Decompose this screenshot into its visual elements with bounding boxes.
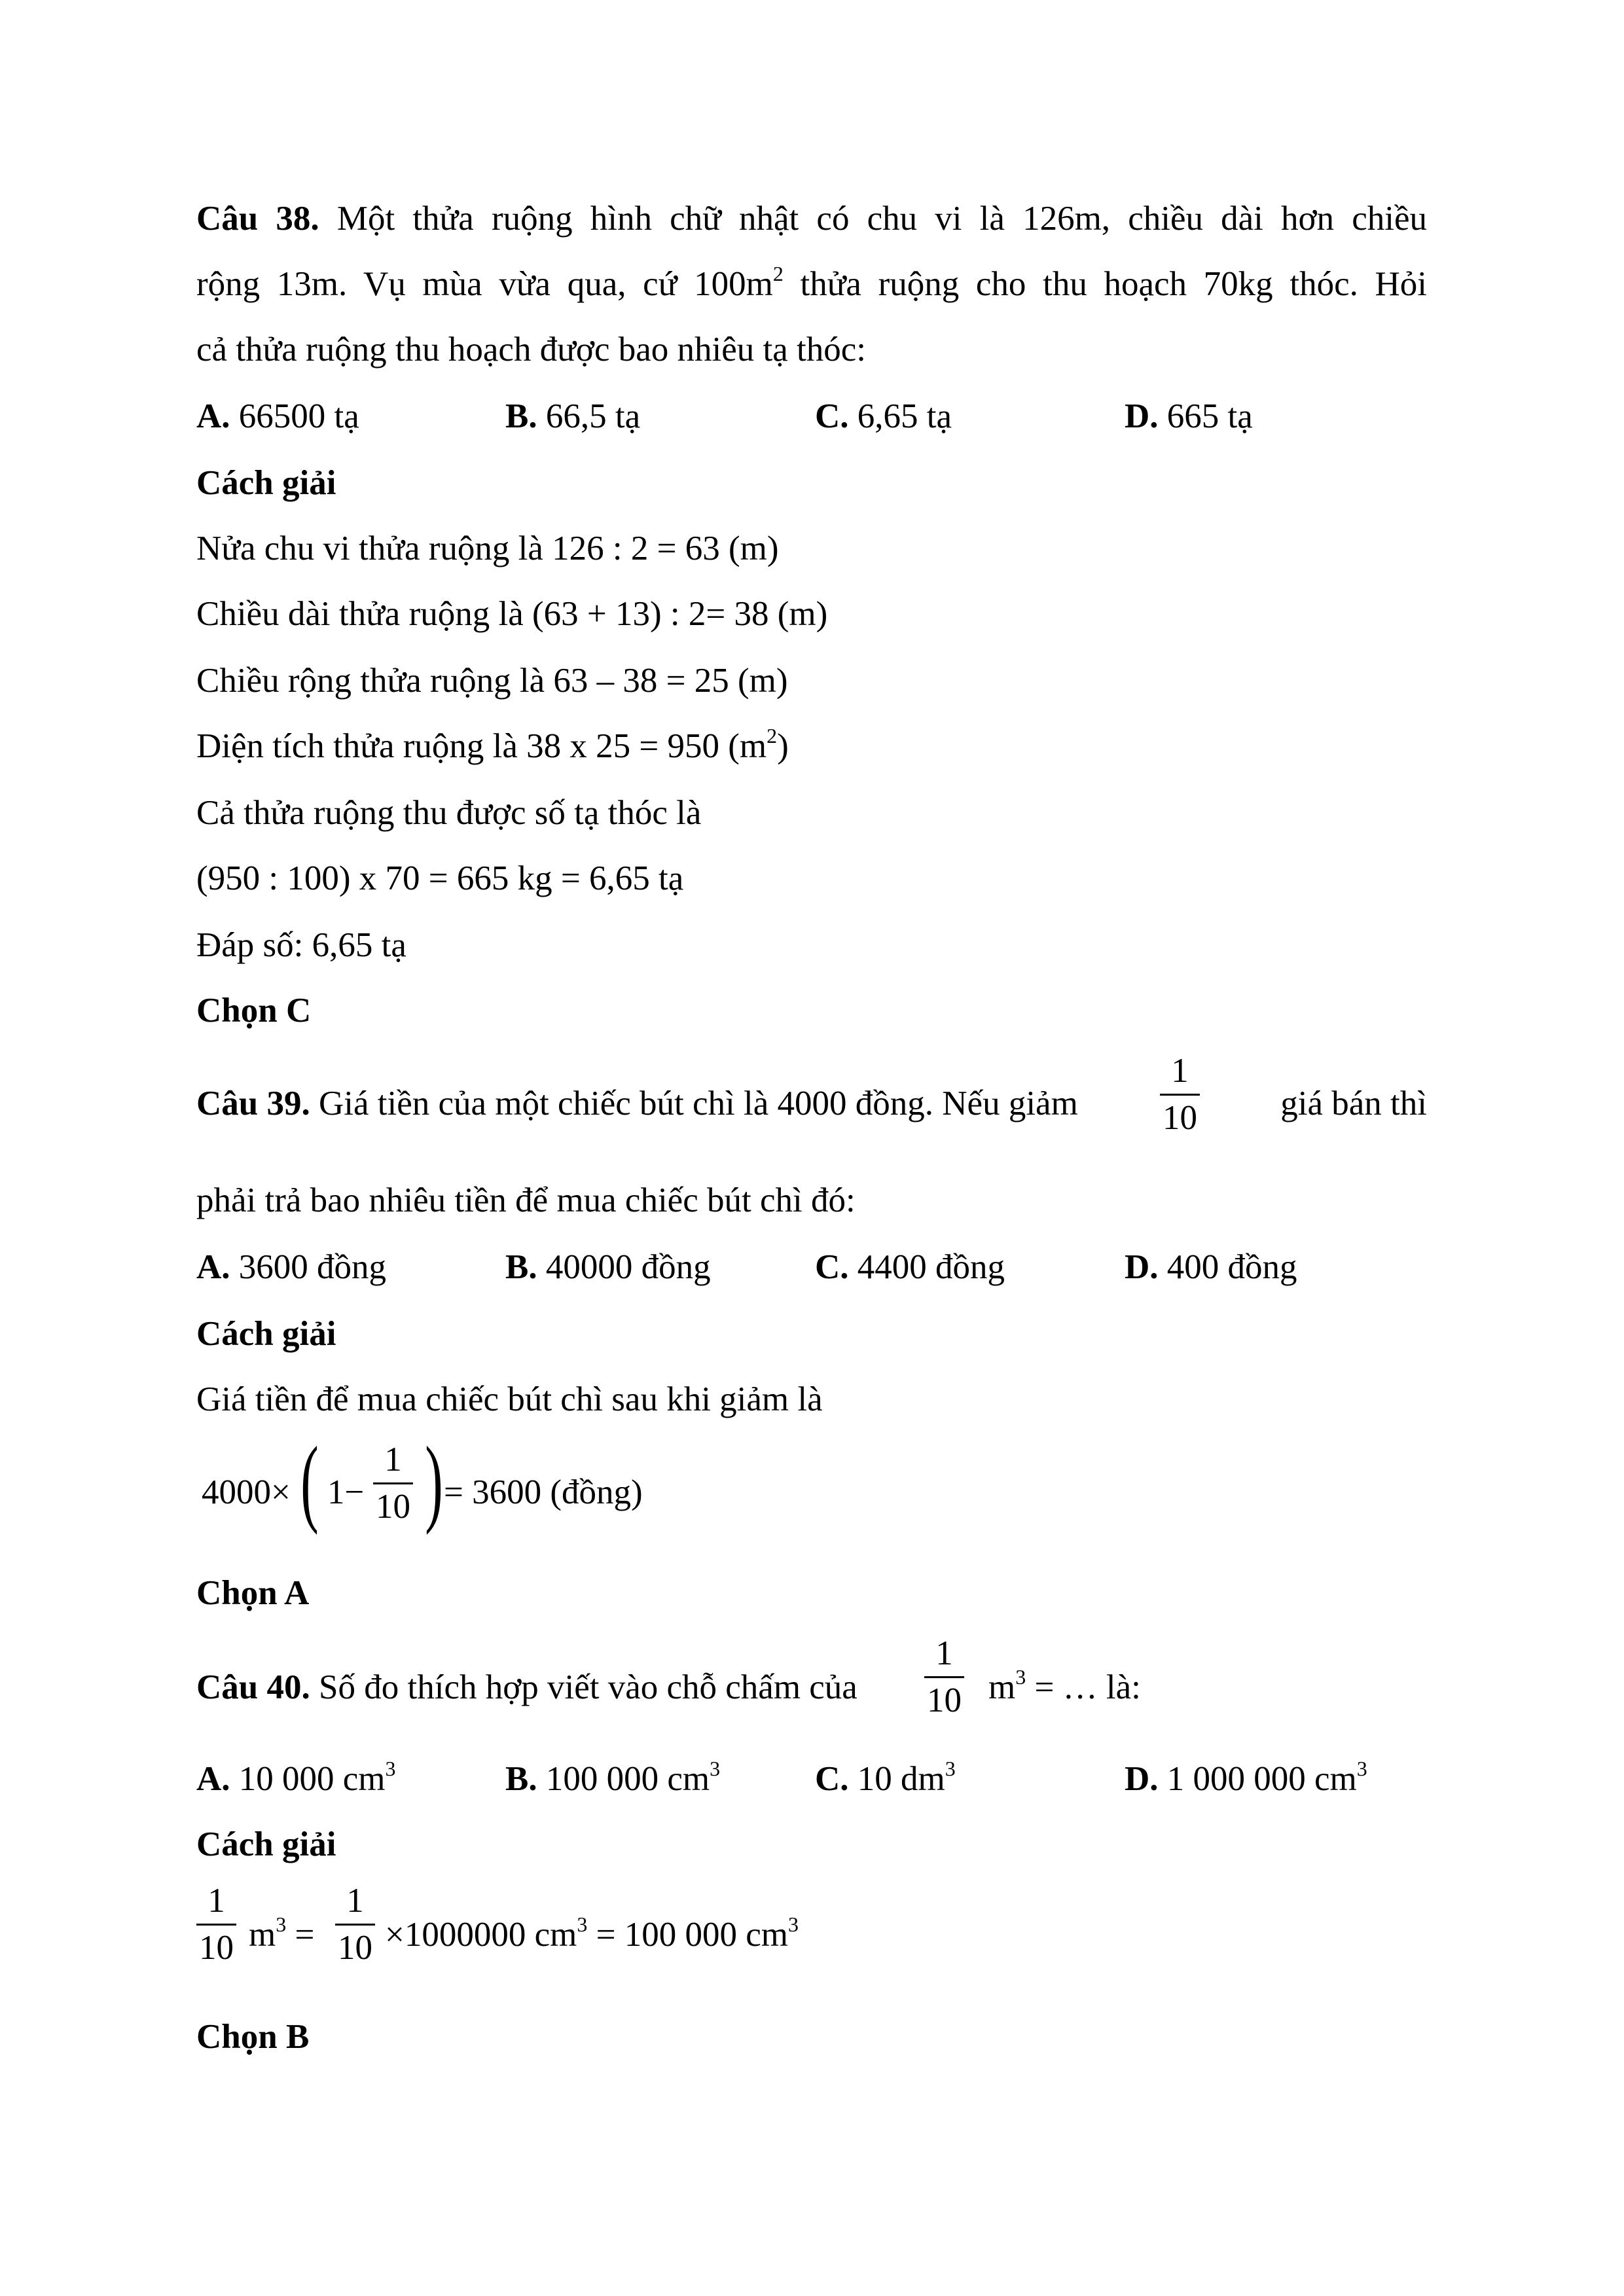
q38-option-c: C. 6,65 tạ <box>815 397 952 435</box>
q40-label: Câu 40. <box>196 1668 310 1706</box>
q40-option-a: A. 10 000 $cm^3$ <box>196 1757 396 1798</box>
q38-step-4: Cả thửa ruộng thu được số tạ thóc là <box>196 794 702 832</box>
q38-step-area: Diện tích thửa ruộng là 38 x 25 = 950 $(m^2)$ <box>196 724 789 765</box>
q39-step-1: Giá tiền để mua chiếc bút chì sau khi giảm là <box>196 1380 823 1418</box>
q38-options <box>196 399 1427 439</box>
q40-choice: Chọn B <box>196 2018 310 2056</box>
q40-options <box>196 1757 1427 1801</box>
q38-line3: cả thửa ruộng thu hoạch được bao nhiêu tạ thóc: <box>196 331 866 368</box>
q40-option-c: C. 10 $dm^3$ <box>815 1757 956 1798</box>
q39-choice: Chọn A <box>196 1574 310 1612</box>
q38-option-d: D. 665 tạ <box>1125 397 1253 435</box>
q40-text1a: Số đo thích hợp viết vào chỗ chấm của <box>319 1668 857 1706</box>
q40-formula: $\frac{1}{10}$ $m^3$ = $\frac{1}{10}$ ×1000000 $cm^3 = 100$ 000 $cm^3$ <box>196 1884 1113 1975</box>
q39-text1b: giá bán thì <box>1280 1085 1427 1122</box>
right-paren: ) <box>425 1427 443 1535</box>
q39-text1a: Giá tiền của một chiếc bút chì là 4000 đồng. Nếu giảm <box>319 1085 1078 1122</box>
q39-formula: 4000× ( 1− $\frac{1}{10}$ ) = 3600 (đồng) <box>202 1427 643 1535</box>
q38-step-1: Nửa chu vi thửa ruộng là 126 : 2 = 63 (m) <box>196 529 779 567</box>
q39-option-d: D. 400 đồng <box>1125 1248 1297 1286</box>
q40-option-d: D. 1 000 000 $cm^3$ <box>1125 1757 1367 1798</box>
q38-text2b: thửa ruộng cho thu hoạch 70kg thóc. Hỏi <box>783 265 1427 303</box>
q38-choice: Chọn C <box>196 992 312 1030</box>
q39-line1 <box>196 1052 1427 1137</box>
q40-option-b: B. 100 000 $cm^3$ <box>505 1757 721 1798</box>
q38-text1: Một thửa ruộng hình chữ nhật có chu vi là 126m, chiều dài hơn chiều <box>336 200 1427 238</box>
q38-step-2: Chiều dài thửa ruộng là (63 + 13) : 2= 38 (m) <box>196 595 828 633</box>
q38-sup: 2 <box>772 262 784 285</box>
q38-text2a: rộng 13m. Vụ mùa vừa qua, cứ 100m <box>196 265 773 303</box>
q39-label: Câu 39. <box>196 1085 310 1122</box>
q39-option-c: C. 4400 đồng <box>815 1248 1005 1286</box>
q38-line2 <box>196 262 1427 303</box>
q38-option-a: A. 66500 tạ <box>196 397 359 435</box>
q39-options <box>196 1250 1427 1289</box>
q39-option-b: B. 40000 đồng <box>505 1248 711 1286</box>
q38-step-3: Chiều rộng thửa ruộng là 63 – 38 = 25 (m) <box>196 662 788 700</box>
left-paren: ( <box>300 1427 319 1535</box>
q40-solution-title: Cách giải <box>196 1825 336 1863</box>
q40-line1: Câu 40. Số đo thích hợp viết vào chỗ chấm của $\frac{1}{10}$ $m^3$ = … là: <box>196 1634 1141 1719</box>
q39-formula-fraction: $\frac{1}{10}$ <box>373 1443 413 1524</box>
q38-solution-title: Cách giải <box>196 464 336 502</box>
q39-line2: phải trả bao nhiêu tiền để mua chiếc bút chì đó: <box>196 1181 856 1219</box>
q39-fraction: $\frac{1}{10}$ <box>1160 1054 1200 1136</box>
q38-final-answer: Đáp số: 6,65 tạ <box>196 926 406 964</box>
q40-fraction: $\frac{1}{10}$ <box>924 1636 964 1718</box>
q39-option-a: A. 3600 đồng <box>196 1248 387 1286</box>
q38-step-5: (950 : 100) x 70 = 665 kg = 6,65 tạ <box>196 859 684 897</box>
q40-formula-fraction-2: $\frac{1}{10}$ <box>335 1884 375 1965</box>
q39-solution-title: Cách giải <box>196 1315 336 1353</box>
q38-line1 <box>196 202 1427 236</box>
q38-option-b: B. 66,5 tạ <box>505 397 641 435</box>
q40-formula-fraction-1: $\frac{1}{10}$ <box>196 1884 236 1965</box>
q38-label: Câu 38. <box>196 200 319 238</box>
